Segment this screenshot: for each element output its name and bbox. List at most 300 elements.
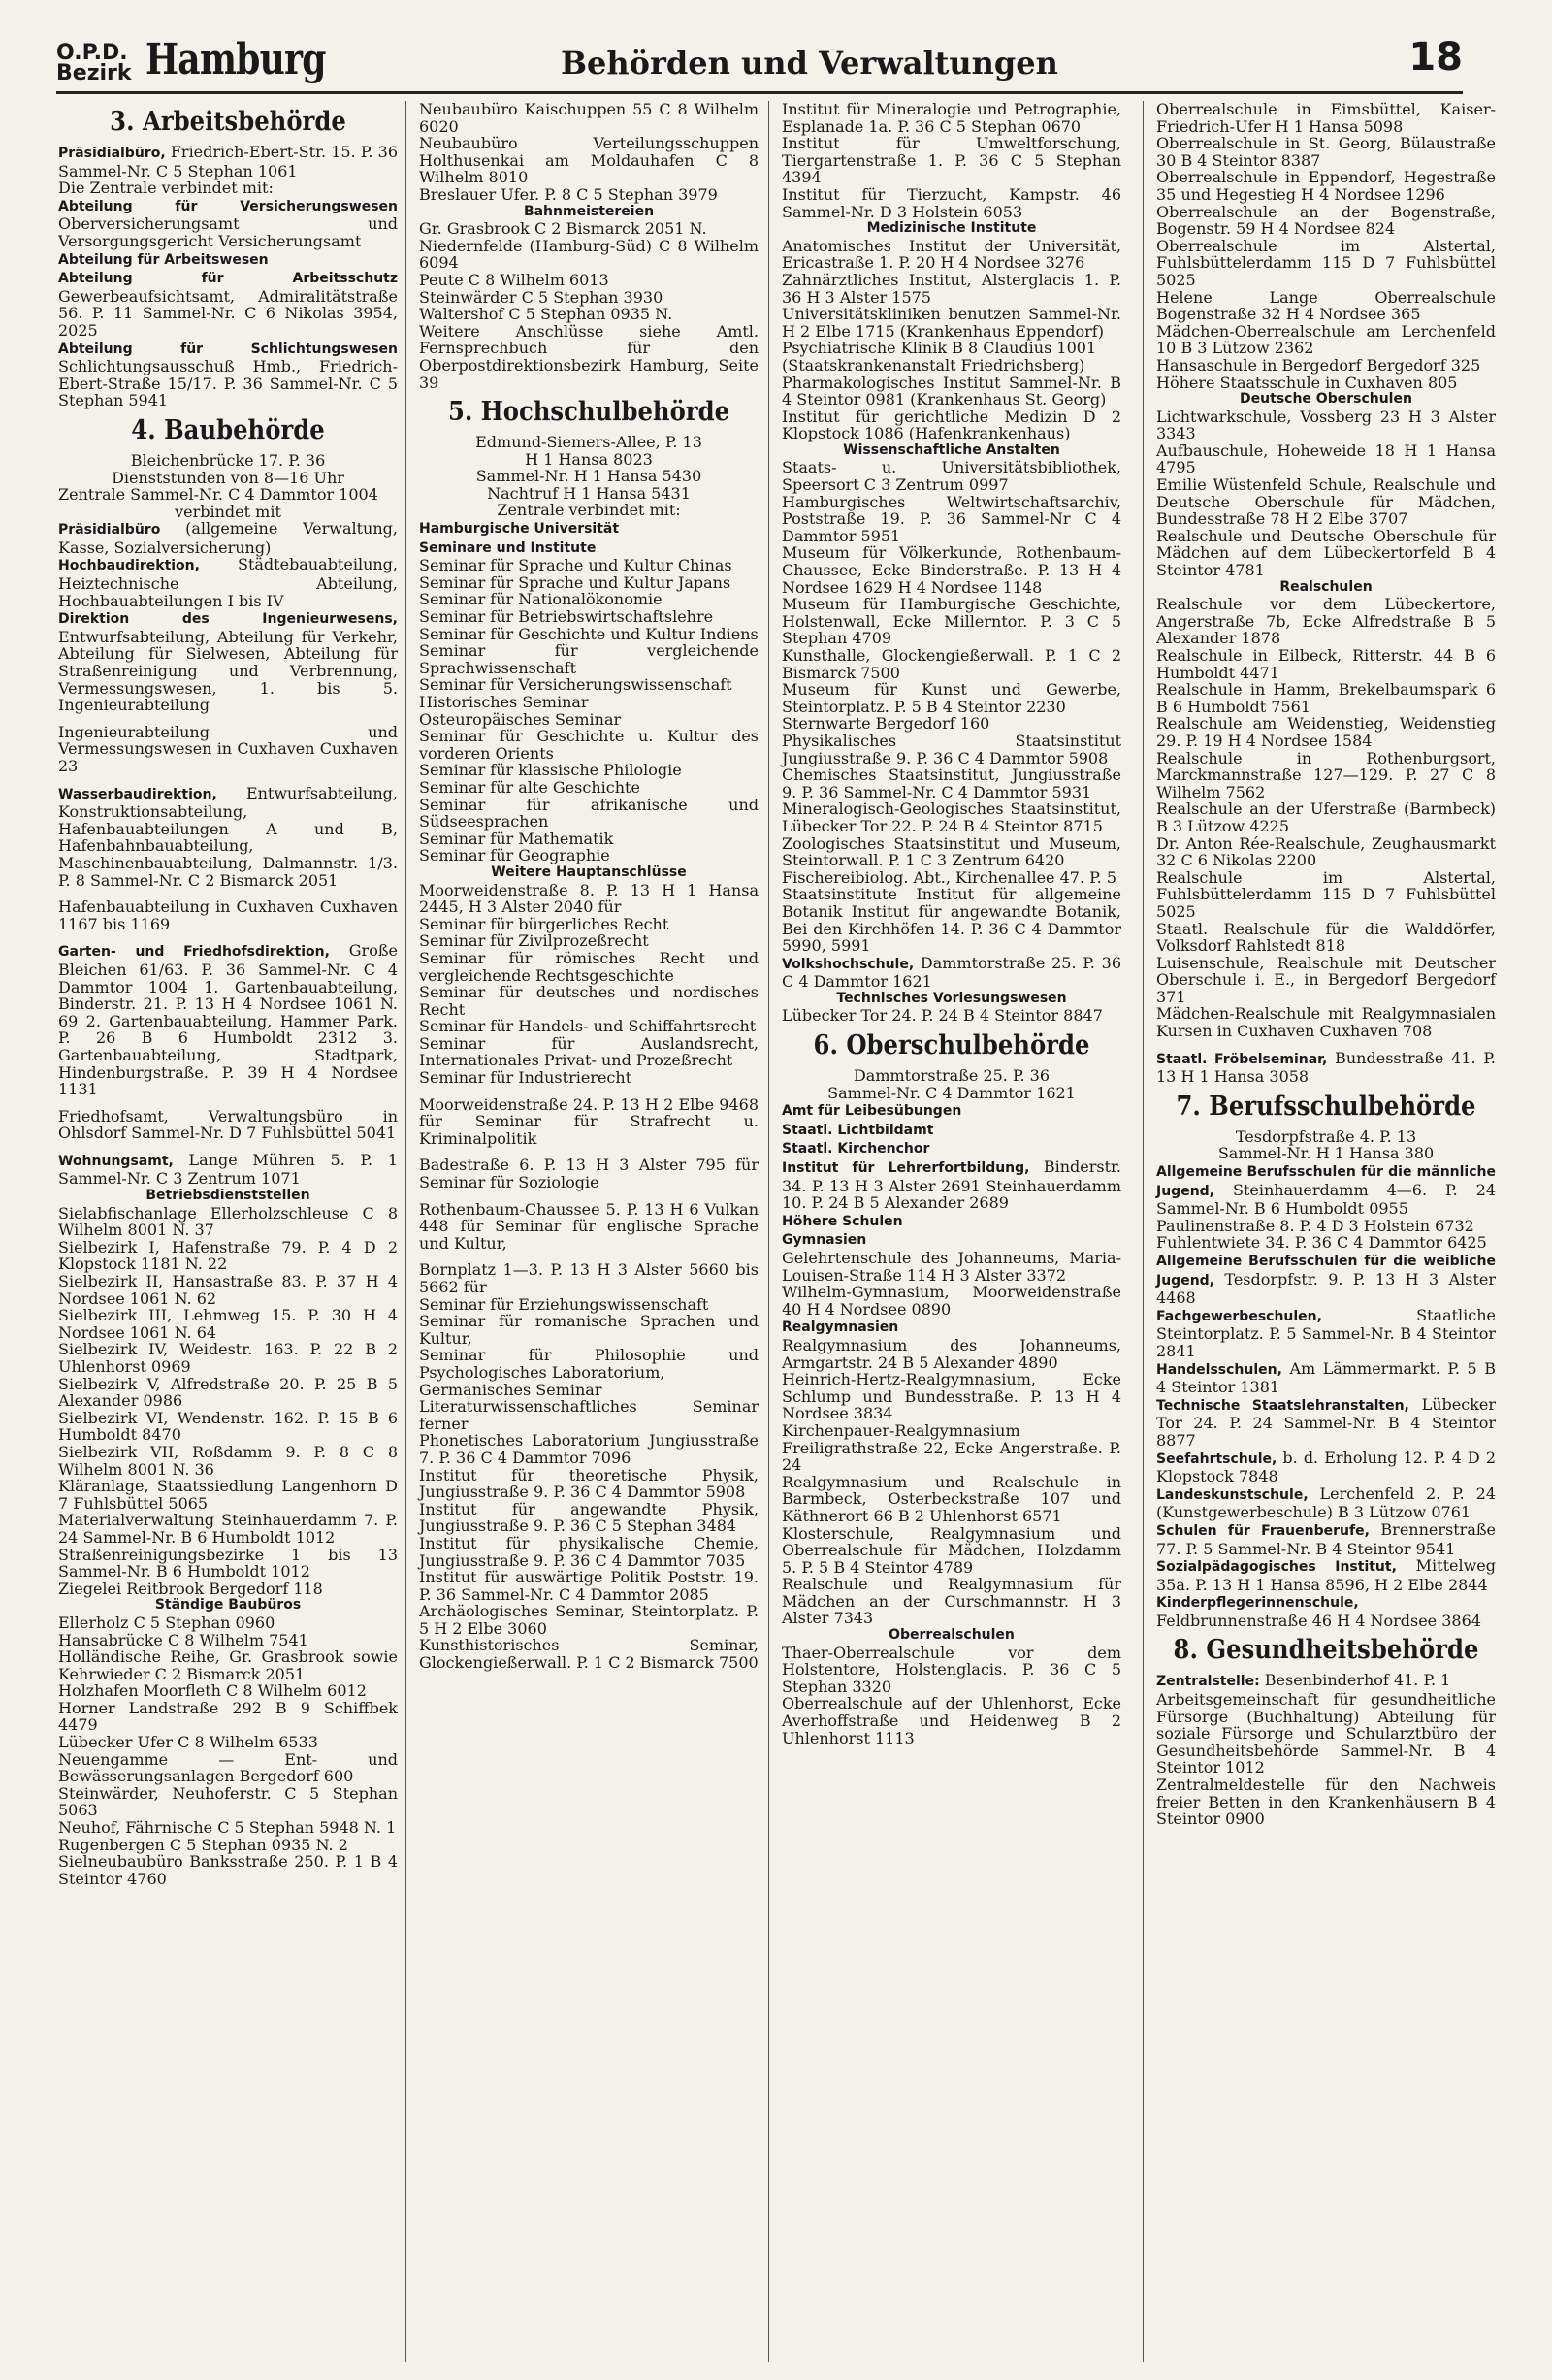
entry-text: Horner Landstraße 292 B 9 Schiffbek 4479	[58, 1698, 398, 1735]
directory-entry	[782, 733, 1121, 766]
entry-text: Neubaubüro Verteilungsschuppen Holthusenkai am Moldauhafen C 8 Wilhelm 8010	[419, 134, 759, 187]
directory-entry	[782, 1284, 1121, 1318]
entry-text: Realgymnasium des Johanneums, Armgartstr. 24 B 5 Alexander 4890	[782, 1335, 1121, 1372]
directory-entry	[419, 1069, 759, 1087]
entry-text: Seminar für Geographie	[419, 846, 610, 865]
directory-entry	[782, 766, 1121, 800]
directory-entry	[782, 715, 1121, 733]
directory-entry	[1156, 1050, 1496, 1086]
entry-label: Gymnasien	[782, 1232, 867, 1249]
directory-entry	[1156, 869, 1496, 921]
directory-entry	[58, 1307, 398, 1341]
directory-entry	[58, 1648, 398, 1682]
directory-entry	[782, 1695, 1121, 1746]
entry-text: Literaturwissenschaftliches Seminar ferner	[419, 1397, 759, 1433]
entry-label: Staatl. Lichtbildamt	[782, 1122, 934, 1138]
directory-entry	[58, 486, 398, 504]
entry-text: Zahnärztliches Institut, Alsterglacis 1. P. 36 H 3 Alster 1575	[782, 270, 1121, 307]
directory-entry	[58, 1734, 398, 1751]
directory-entry	[419, 847, 759, 864]
entry-text: Staatliche Steintorplatz. P. 5 Sammel-Nr. B 4 Steintor 2841	[1156, 1305, 1496, 1360]
entry-text: Tesdorpfstr. 9. P. 13 H 3 Alster 4468	[1156, 1269, 1496, 1308]
directory-entry	[419, 711, 759, 729]
directory-entry	[1156, 1593, 1496, 1629]
entry-label: Seminare und Institute	[419, 539, 597, 556]
directory-entry	[419, 101, 759, 135]
directory-entry	[419, 1096, 759, 1148]
subsection-heading: Wissenschaftliche Anstalten	[843, 441, 1060, 458]
directory-entry	[1156, 1005, 1496, 1039]
directory-entry	[419, 1261, 759, 1295]
directory-entry	[419, 626, 759, 643]
directory-entry	[419, 1467, 759, 1501]
entry-text: Realschule am Weidenstieg, Weidenstieg 29. P. 19 H 4 Nordsee 1584	[1156, 714, 1496, 750]
entry-text: Oberrealschule an der Bogenstraße, Bogenstr. 59 H 4 Nordsee 824	[1156, 202, 1496, 239]
directory-entry	[419, 306, 759, 323]
entry-text: Am Lämmermarkt. P. 5 B 4 Steintor 1381	[1156, 1358, 1496, 1397]
entry-label: Seefahrtschule,	[1156, 1451, 1277, 1467]
directory-entry	[782, 1645, 1121, 1696]
entry-label: Zentralstelle:	[1156, 1674, 1260, 1690]
entry-text: Gr. Grasbrook C 2 Bismarck 2051 N.	[419, 219, 707, 239]
centered-line: Sammel-Nr. H 1 Hansa 380	[1217, 1144, 1435, 1163]
entry-text: Phonetisches Laboratorium Jungiusstraße 7. P. 36 C 4 Dammtor 7096	[419, 1431, 759, 1467]
entry-text: Lange Mühren 5. P. 1 Sammel-Nr. C 3 Zentrum 1071	[58, 1150, 398, 1189]
entry-text: Arbeitsgemeinschaft für gesundheitliche Fürsorge (Buchhaltung) Abteilung für soziale Fürsorge und Schularztbüro der Gesundheitsbehörde Sammel-Nr. B 4 Steintor 1012	[1156, 1690, 1496, 1777]
directory-entry	[1156, 476, 1496, 528]
entry-text: Entwurfsabteilung, Abteilung für Verkehr, Abteilung für Sielwesen, Abteilung für Straßenreinigung und Verbrennung, Vermessungswesen, 1. bis 5. Ingenieurabteilung	[58, 627, 398, 715]
directory-entry	[419, 831, 759, 848]
directory-entry	[1156, 1396, 1496, 1450]
entry-text: Museum für Völkerkunde, Rothenbaum-Chaussee, Ecke Binderstraße. P. 13 H 4 Nordsee 1629 H 4 Nordsee 1148	[782, 543, 1121, 597]
subsection-heading: Technisches Vorlesungswesen	[836, 990, 1067, 1006]
directory-entry	[1156, 1234, 1496, 1252]
entry-text: Realschule und Deutsche Oberschule für Mädchen auf dem Lübeckertorfeld B 4 Steintor 4781	[1156, 526, 1496, 580]
section-heading: 8. Gesundheitsbehörde	[1173, 1635, 1479, 1666]
subsection-heading: Realschulen	[1279, 578, 1373, 595]
centered-line: Bleichenbrücke 17. P. 36	[130, 450, 326, 470]
entry-text: Realschule im Alstertal, Fuhlsbüttelerdamm 115 D 7 Fuhlsbüttel 5025	[1156, 867, 1496, 921]
entry-text: Sielbezirk IV, Weidestr. 163. P. 22 B 2 Uhlenhorst 0969	[58, 1340, 398, 1376]
directory-entry	[1156, 204, 1496, 238]
directory-entry	[419, 135, 759, 186]
directory-entry	[782, 1101, 1121, 1121]
entry-label: Staatl. Fröbelseminar,	[1156, 1051, 1328, 1067]
entry-text: Schlichtungsausschuß Hmb., Friedrich-Ebert-Straße 15/17. P. 36 Sammel-Nr. C 5 Stephan 5941	[58, 357, 398, 410]
directory-entry	[1156, 528, 1496, 579]
entry-label: Direktion des Ingenieurwesens,	[58, 611, 398, 628]
directory-entry	[782, 375, 1121, 408]
entry-text: Weitere Anschlüsse siehe Amtl. Fernsprechbuch für den Oberpostdirektionsbezirk Hamburg, Seite 39	[419, 321, 759, 392]
directory-entry	[419, 1382, 759, 1399]
bezirk-text: Bezirk	[56, 61, 132, 85]
directory-entry	[419, 1432, 759, 1466]
opd-label	[56, 43, 132, 83]
directory-entry	[782, 340, 1121, 357]
section-heading: 7. Berufsschulbehörde	[1176, 1091, 1476, 1122]
directory-entry	[58, 269, 398, 339]
centered-line: Tesdorpfstraße 4. P. 13	[1235, 1126, 1417, 1146]
entry-text: Museum für Hamburgische Geschichte, Holstenwall, Ecke Millerntor. P. 3 C 5 Stephan 4709	[782, 595, 1121, 648]
entry-text: Germanisches Seminar	[419, 1380, 602, 1399]
directory-entry	[782, 1212, 1121, 1231]
centered-line: verbindet mit	[175, 502, 281, 521]
centered-line: Dienststunden von 8—16 Uhr	[112, 468, 344, 487]
page-header	[56, 37, 1463, 94]
entry-text: Kläranlage, Staatssiedlung Langenhorn D 7 Fuhlsbüttel 5065	[58, 1477, 398, 1513]
directory-entry	[1156, 323, 1496, 357]
column-divider	[1143, 101, 1144, 2362]
directory-entry	[1156, 1218, 1496, 1235]
directory-entry	[419, 1313, 759, 1347]
directory-entry	[58, 1837, 398, 1854]
entry-text: Realschule in Hamm, Brekelbaumspark 6 B 6 Humboldt 7561	[1156, 680, 1496, 716]
entry-text: Luisenschule, Realschule mit Deutscher Oberschule i. E., in Bergedorf Bergedorf 371	[1156, 953, 1496, 1006]
centered-line: H 1 Hansa 8023	[525, 449, 653, 469]
entry-text: Staats- u. Universitätsbibliothek, Speersort C 3 Zentrum 0997	[782, 458, 1121, 495]
centered-line: Dammtorstraße 25. P. 36	[853, 1066, 1051, 1086]
entry-text: Institut für physikalische Chemie, Jungiusstraße 9. P. 36 C 4 Dammtor 7035	[419, 1533, 759, 1570]
entry-text: Museum für Kunst und Gewerbe, Steintorplatz. P. 5 B 4 Steintor 2230	[782, 680, 1121, 716]
entry-text: Zoologisches Staatsinstitut und Museum, Steintorwall. P. 1 C 3 Zentrum 6420	[782, 833, 1121, 870]
directory-entry	[782, 596, 1121, 647]
entry-text: Neuengamme — Ent- und Bewässerungsanlagen Bergedorf 600	[58, 1749, 398, 1786]
entry-text: Ziegelei Reitbrook Bergedorf 118	[58, 1579, 323, 1598]
directory-entry	[1156, 715, 1496, 749]
directory-entry	[58, 1444, 398, 1478]
entry-text: Zentralmeldestelle für den Nachweis freier Betten in den Krankenhäusern B 4 Steintor 0900	[1156, 1776, 1496, 1829]
entry-text: Seminar für Sprache und Kultur Chinas	[419, 556, 732, 575]
directory-entry	[1156, 647, 1496, 681]
entry-text: Mädchen-Oberrealschule am Lerchenfeld 10 B 3 Lützow 2362	[1156, 321, 1496, 358]
entry-label: Schulen für Frauenberufe,	[1156, 1522, 1370, 1539]
directory-entry	[58, 1632, 398, 1649]
entry-text: Fischereibiolog. Abt., Kirchenallee 47. P. 5	[782, 867, 1116, 887]
directory-entry	[1156, 1307, 1496, 1360]
directory-entry	[58, 1478, 398, 1512]
directory-entry	[419, 608, 759, 626]
directory-entry	[782, 1007, 1121, 1025]
entry-label: Landeskunstschule,	[1156, 1486, 1309, 1503]
entry-text: Oberrealschule in Eppendorf, Hegestraße 35 und Hegestieg H 4 Nordsee 1296	[1156, 168, 1496, 204]
entry-text: Steinwärder C 5 Stephan 3930	[419, 287, 663, 307]
entry-text: Hansabrücke C 8 Wilhelm 7541	[58, 1630, 308, 1649]
directory-entry	[58, 1751, 398, 1785]
directory-entry	[419, 779, 759, 797]
directory-entry	[58, 1581, 398, 1598]
entry-text: Kunsthalle, Glockengießerwall. P. 1 C 2 Bismarck 7500	[782, 646, 1121, 682]
entry-text: Seminar für Erziehungswissenschaft	[419, 1294, 709, 1314]
page-title: Behörden und Verwaltungen	[561, 45, 1058, 82]
directory-entry	[1156, 238, 1496, 289]
entry-text: (Staatskrankenanstalt Friedrichsberg)	[782, 355, 1085, 375]
entry-label: Abteilung für Arbeitsschutz	[58, 271, 398, 287]
directory-entry	[1156, 101, 1496, 135]
entry-text: Institut für theoretische Physik, Jungiusstraße 9. P. 36 C 4 Dammtor 5908	[419, 1465, 759, 1502]
directory-entry	[782, 647, 1121, 681]
entry-text: Mädchen-Realschule mit Realgymnasialen Kursen in Cuxhaven Cuxhaven 708	[1156, 1004, 1496, 1041]
entry-text: Straßenreinigungsbezirke 1 bis 13 Sammel-Nr. B 6 Humboldt 1012	[58, 1545, 398, 1581]
directory-entry	[782, 800, 1121, 834]
directory-entry	[58, 556, 398, 609]
entry-text: Holzhafen Moorfleth C 8 Wilhelm 6012	[58, 1681, 367, 1701]
directory-entry	[419, 950, 759, 984]
directory-entry	[782, 1474, 1121, 1525]
directory-entry	[419, 676, 759, 694]
directory-entry	[1156, 955, 1496, 1006]
directory-entry	[419, 1157, 759, 1190]
city-title: Hamburg	[146, 35, 326, 84]
entry-text: Höhere Staatsschule in Cuxhaven 805	[1156, 373, 1458, 392]
directory-entry	[419, 1018, 759, 1035]
entry-text: Helene Lange Oberrealschule Bogenstraße 32 H 4 Nordsee 365	[1156, 287, 1496, 324]
entry-text: Seminar für Geschichte und Kultur Indiens	[419, 624, 759, 643]
entry-text: Dammtorstraße 25. P. 36 C 4 Dammtor 1621	[782, 953, 1121, 992]
entry-text: Psychiatrische Klinik B 8 Claudius 1001	[782, 339, 1097, 358]
directory-entry	[782, 238, 1121, 272]
centered-line: Edmund-Siemers-Allee, P. 13	[475, 433, 702, 452]
entry-text: Feldbrunnenstraße 46 H 4 Nordsee 3864	[1156, 1611, 1481, 1630]
directory-entry	[419, 882, 759, 916]
directory-entry	[1156, 357, 1496, 375]
directory-entry	[1156, 289, 1496, 323]
entry-text: Seminar für afrikanische und Südseesprachen	[419, 795, 759, 831]
directory-entry	[1156, 681, 1496, 715]
entry-text: Materialverwaltung Steinhauerdamm 7. P. 24 Sammel-Nr. B 6 Humboldt 1012	[58, 1511, 398, 1547]
entry-text: Seminar für alte Geschichte	[419, 777, 640, 797]
directory-entry	[419, 1637, 759, 1671]
entry-text: Sielneubaubüro Banksstraße 250. P. 1 B 4 Steintor 4760	[58, 1852, 398, 1888]
entry-text: Seminar für Auslandsrecht, Internationales Privat- und Prozeßrecht	[419, 1033, 759, 1070]
directory-entry	[782, 306, 1121, 340]
entry-text: Osteuropäisches Seminar	[419, 709, 622, 729]
directory-entry	[419, 762, 759, 779]
entry-label: Allgemeine Berufsschulen für die männliche Jugend,	[1156, 1164, 1496, 1199]
directory-entry	[1156, 169, 1496, 203]
directory-entry	[58, 340, 398, 409]
directory-entry	[58, 1700, 398, 1734]
entry-text: Emilie Wüstenfeld Schule, Realschule und Deutsche Oberschule für Mädchen, Bundesstraße 78 H 2 Elbe 3707	[1156, 475, 1496, 529]
directory-entry	[782, 955, 1121, 991]
entry-text: Rugenbergen C 5 Stephan 0935 N. 2	[58, 1835, 348, 1854]
directory-entry	[58, 942, 398, 1097]
entry-text: Seminar für romanische Sprachen und Kultur,	[419, 1312, 759, 1348]
entry-text: Sielbezirk V, Alfredstraße 20. P. 25 B 5 Alexander 0986	[58, 1374, 398, 1411]
centered-line: Sammel-Nr. C 4 Dammtor 1621	[827, 1083, 1076, 1102]
directory-entry	[1156, 750, 1496, 801]
directory-entry	[782, 544, 1121, 596]
directory-entry	[782, 1250, 1121, 1284]
directory-entry	[419, 984, 759, 1018]
entry-text: Lübecker Tor 24. P. 24 Sammel-Nr. B 4 Steintor 8877	[1156, 1394, 1497, 1450]
directory-entry	[419, 574, 759, 592]
entry-text: Kirchenpauer-Realgymnasium Freiligrathstraße 22, Ecke Angerstraße. P. 24	[782, 1420, 1121, 1475]
entry-label: Amt für Leibesübungen	[782, 1103, 962, 1120]
directory-entry	[782, 1525, 1121, 1577]
entry-text: Badestraße 6. P. 13 H 3 Alster 795 für Seminar für Soziologie	[419, 1156, 759, 1192]
directory-entry	[1156, 1360, 1496, 1396]
directory-entry	[1156, 835, 1496, 869]
entry-text: Seminar für Mathematik	[419, 829, 614, 848]
subsection-heading: Medizinische Institute	[866, 220, 1037, 237]
entry-label: Abteilung für Schlichtungswesen	[58, 341, 398, 357]
directory-entry	[58, 1376, 398, 1410]
entry-label: Volkshochschule,	[782, 956, 915, 972]
entry-label: Präsidialbüro	[58, 522, 161, 538]
directory-entry	[58, 1205, 398, 1239]
directory-entry	[58, 1819, 398, 1837]
directory-entry	[1156, 1672, 1496, 1691]
subsection-heading: Oberrealschulen	[889, 1627, 1015, 1644]
entry-label: Kinderpflegerinnenschule,	[1156, 1595, 1359, 1612]
directory-entry	[419, 1035, 759, 1069]
entry-label: Wohnungsamt,	[58, 1153, 174, 1169]
entry-text: Oberrealschule im Alstertal, Fuhlsbüttelerdamm 115 D 7 Fuhlsbüttel 5025	[1156, 236, 1496, 289]
entry-text: Institut für Mineralogie und Petrographie, Esplanade 1a. P. 36 C 5 Stephan 0670	[782, 100, 1121, 136]
entry-text: Gelehrtenschule des Johanneums, Maria-Louisen-Straße 114 H 3 Alster 3372	[782, 1249, 1121, 1285]
directory-entry	[1156, 1777, 1496, 1828]
entry-text: Seminar für Zivilprozeßrecht	[419, 931, 649, 951]
directory-entry	[58, 1341, 398, 1375]
directory-entry	[58, 1682, 398, 1700]
entry-label: Abteilung für Arbeitswesen	[58, 251, 269, 268]
directory-entry	[782, 1230, 1121, 1250]
entry-text: Mittelweg 35a. P. 13 H 1 Hansa 8596, H 2 Elbe 2844	[1156, 1556, 1497, 1594]
directory-entry	[1156, 1162, 1496, 1218]
entry-text: Staatl. Realschule für die Walddörfer, Volksdorf Rahlstedt 818	[1156, 919, 1496, 956]
entry-text: Fuhlentwiete 34. P. 36 C 4 Dammtor 6425	[1156, 1233, 1487, 1253]
entry-text: Realgymnasium und Realschule in Barmbeck, Osterbeckstraße 107 und Käthnerort 66 B 2 Uhlenhorst 6571	[782, 1472, 1121, 1525]
entry-text: Wilhelm-Gymnasium, Moorweidenstraße 40 H 4 Nordsee 0890	[782, 1283, 1121, 1319]
entry-text: Seminar für Philosophie und Psychologisches Laboratorium,	[419, 1346, 759, 1382]
directory-entry	[1156, 1557, 1496, 1593]
entry-text: Anatomisches Institut der Universität, Ericastraße 1. P. 20 H 4 Nordsee 3276	[782, 236, 1121, 273]
entry-text: Ingenieurabteilung und Vermessungswesen in Cuxhaven Cuxhaven 23	[58, 722, 398, 775]
entry-text: Sielabfischanlage Ellerholzschleuse C 8 Wilhelm 8001 N. 37	[58, 1203, 398, 1240]
directory-entry	[782, 408, 1121, 442]
entry-label: Präsidialbüro,	[58, 146, 166, 161]
entry-text: Moorweidenstraße 24. P. 13 H 2 Elbe 9468 für Seminar für Strafrecht u. Kriminalpolitik	[419, 1094, 759, 1148]
entry-label: Institut für Lehrerfortbildung,	[782, 1160, 1030, 1177]
directory-entry	[782, 1576, 1121, 1627]
entry-text: Zentrale Sammel-Nr. C 4 Dammtor 1004	[58, 485, 378, 505]
centered-line: Sammel-Nr. H 1 Hansa 5430	[475, 467, 702, 486]
subsection-heading: Deutsche Oberschulen	[1240, 391, 1412, 408]
entry-text: Aufbauschule, Hoheweide 18 H 1 Hansa 4795	[1156, 440, 1496, 477]
entry-text: b. d. Erholung 12. P. 4 D 2 Klopstock 7848	[1156, 1448, 1496, 1486]
entry-text: Ellerholz C 5 Stephan 0960	[58, 1613, 275, 1632]
entry-text: Institut für Umweltforschung, Tiergartenstraße 1. P. 36 C 5 Stephan 4394	[782, 134, 1121, 187]
directory-entry	[419, 1569, 759, 1603]
section-heading: 3. Arbeitsbehörde	[110, 107, 346, 137]
entry-text: Neuhof, Fährnische C 5 Stephan 5948 N. 1	[58, 1818, 397, 1838]
directory-entry	[419, 557, 759, 574]
directory-entry	[782, 835, 1121, 869]
entry-label: Allgemeine Berufsschulen für die weibliche Jugend,	[1156, 1254, 1496, 1288]
directory-entry	[58, 250, 398, 270]
entry-text: Oberrealschule in St. Georg, Bülaustraße 30 B 4 Steintor 8387	[1156, 134, 1496, 170]
directory-entry	[419, 932, 759, 950]
directory-entry	[782, 869, 1121, 887]
entry-label: Technische Staatslehranstalten,	[1156, 1397, 1409, 1414]
entry-text: Realschule vor dem Lübeckertore, Angerstraße 7b, Ecke Alfredstraße B 5 Alexander 1878	[1156, 595, 1496, 648]
entry-text: Städtebauabteilung, Heiztechnische Abteilung, Hochbauabteilungen I bis IV	[58, 555, 398, 610]
entry-label: Höhere Schulen	[782, 1213, 903, 1229]
entry-text: Bornplatz 1—3. P. 13 H 3 Alster 5660 bis 5662 für	[419, 1260, 759, 1296]
entry-text: Bundesstraße 41. P. 13 H 1 Hansa 3058	[1156, 1048, 1496, 1087]
entry-text: Rothenbaum-Chaussee 5. P. 13 H 6 Vulkan 448 für Seminar für englische Sprache und Kultur,	[419, 1199, 759, 1253]
directory-entry	[1156, 375, 1496, 392]
section-heading: 4. Baubehörde	[131, 414, 325, 445]
entry-text: Die Zentrale verbindet mit:	[58, 179, 274, 198]
directory-entry	[58, 898, 398, 932]
directory-entry	[1156, 921, 1496, 955]
entry-text: (allgemeine Verwaltung, Kasse, Sozialversicherung)	[58, 519, 398, 557]
directory-entry	[1156, 800, 1496, 834]
entry-text: Hafenbauabteilung in Cuxhaven Cuxhaven 1167 bis 1169	[58, 897, 398, 933]
directory-entry	[782, 494, 1121, 545]
subsection-heading: Betriebsdienststellen	[146, 1188, 310, 1204]
column-1	[58, 101, 398, 1887]
entry-label: Realgymnasien	[782, 1320, 899, 1336]
entry-text: Seminar für Industrierecht	[419, 1068, 632, 1088]
entry-text: Sielbezirk III, Lehmweg 15. P. 30 H 4 Nordsee 1061 N. 64	[58, 1306, 398, 1342]
entry-text: Thaer-Oberrealschule vor dem Holstentore, Holstenglacis. P. 36 C 5 Stephan 3320	[782, 1643, 1121, 1696]
entry-label: Abteilung für Versicherungswesen	[58, 198, 398, 214]
directory-entry	[419, 1501, 759, 1535]
directory-entry	[58, 609, 398, 714]
directory-entry	[58, 1410, 398, 1444]
directory-entry	[1156, 596, 1496, 647]
directory-entry	[419, 591, 759, 608]
directory-entry	[782, 1158, 1121, 1212]
directory-entry	[419, 1535, 759, 1569]
column-4	[1156, 101, 1496, 1828]
subsection-heading: Ständige Baubüros	[154, 1597, 302, 1614]
directory-entry	[58, 197, 398, 250]
entry-text: Mineralogisch-Geologisches Staatsinstitut, Lübecker Tor 22. P. 24 B 4 Steintor 8715	[782, 799, 1121, 835]
entry-text: Holländische Reihe, Gr. Grasbrook sowie Kehrwieder C 2 Bismarck 2051	[58, 1647, 398, 1683]
entry-text: Pharmakologisches Institut Sammel-Nr. B 4 Steintor 0981 (Krankenhaus St. Georg)	[782, 373, 1121, 409]
entry-text: Oberversicherungsamt und Versorgungsgericht Versicherungsamt	[58, 214, 398, 250]
directory-entry	[419, 519, 759, 538]
entry-text: Niedernfelde (Hamburg-Süd) C 8 Wilhelm 6094	[419, 236, 759, 273]
directory-entry	[419, 186, 759, 204]
entry-text: Sielbezirk VI, Wendenstr. 162. P. 15 B 6 Humboldt 8470	[58, 1408, 398, 1445]
directory-entry	[1156, 408, 1496, 442]
directory-entry	[1156, 442, 1496, 476]
directory-entry	[782, 186, 1121, 220]
directory-entry	[419, 538, 759, 558]
directory-entry	[58, 1239, 398, 1273]
directory-entry	[419, 272, 759, 289]
directory-entry	[58, 1512, 398, 1546]
entry-text: Realschule in Rothenburgsort, Marckmannstraße 127—129. P. 27 C 8 Wilhelm 7562	[1156, 748, 1496, 801]
entry-text: Physikalisches Staatsinstitut Jungiusstraße 9. P. 36 C 4 Dammtor 5908	[782, 731, 1121, 767]
entry-text: Seminar für Versicherungswissenschaft	[419, 675, 732, 695]
entry-text: Seminar für vergleichende Sprachwissenschaft	[419, 641, 759, 677]
entry-text: Dr. Anton Rée-Realschule, Zeughausmarkt 32 C 6 Nikolas 2200	[1156, 833, 1496, 870]
directory-entry	[419, 1347, 759, 1381]
entry-text: Oberrealschule in Eimsbüttel, Kaiser-Friedrich-Ufer H 1 Hansa 5098	[1156, 100, 1496, 136]
section-heading: 6. Oberschulbehörde	[813, 1030, 1090, 1061]
directory-entry	[782, 101, 1121, 135]
column-divider	[405, 101, 406, 2362]
directory-entry	[58, 179, 398, 197]
centered-line: Zentrale verbindet mit:	[497, 501, 681, 520]
entry-text: Brennerstraße 77. P. 5 Sammel-Nr. B 4 Steintor 9541	[1156, 1519, 1497, 1558]
entry-label: Hochbaudirektion,	[58, 558, 200, 574]
